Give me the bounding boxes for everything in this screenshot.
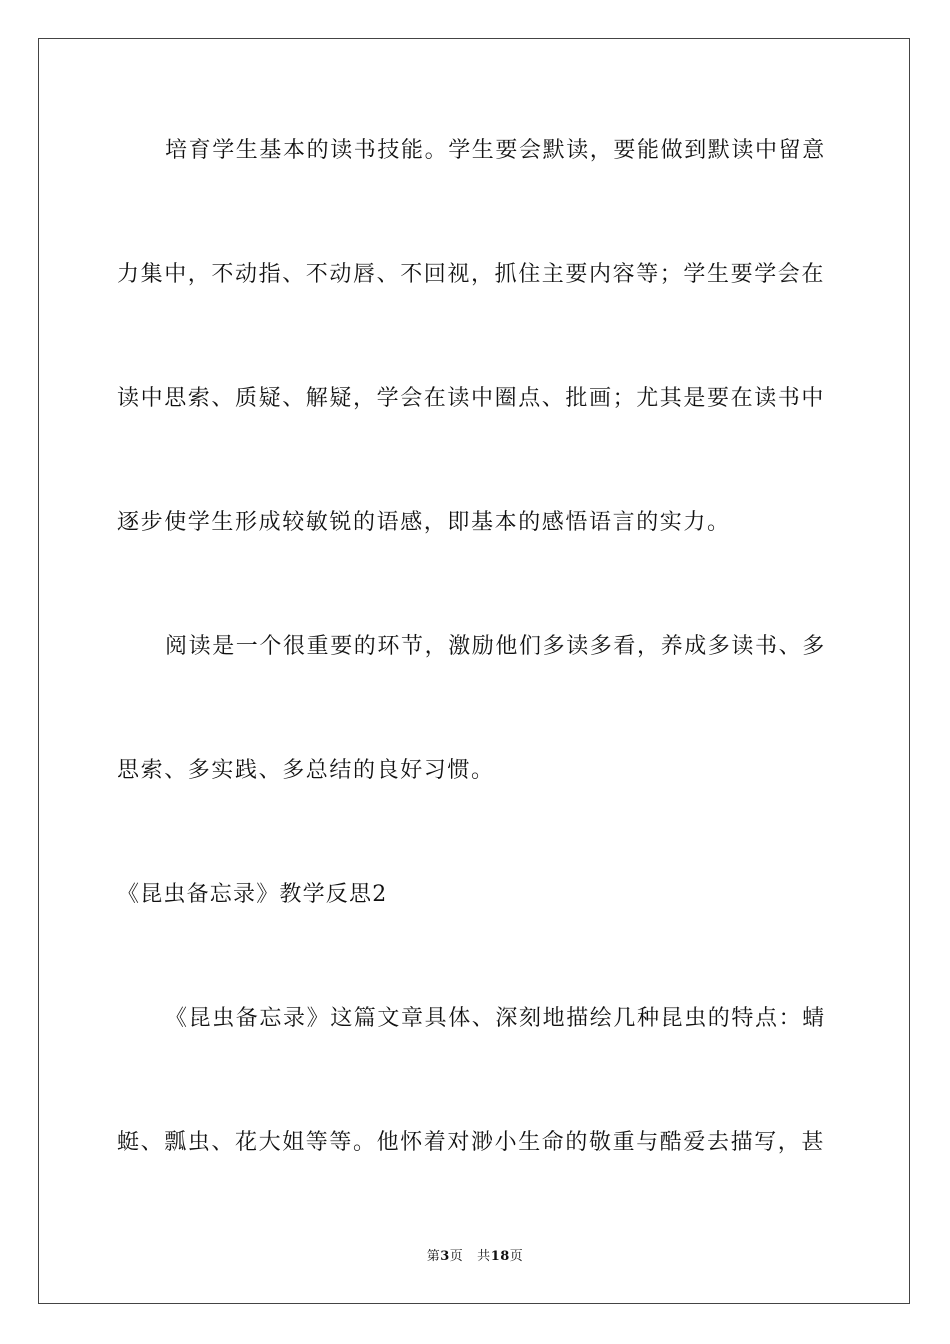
paragraph-3-line-2: 蜓、瓢虫、花大姐等等。他怀着对渺小生命的敬重与酷爱去描写，甚 [117,1130,826,1155]
page-footer [0,1248,950,1266]
paragraph-1-line-1: 培育学生基本的读书技能。学生要会默读，要能做到默读中留意 [165,138,826,163]
paragraph-3-line-1: 《昆虫备忘录》这篇文章具体、深刻地描绘几种昆虫的特点：蜻 [165,1006,826,1031]
total-suffix: 页 [509,1249,524,1264]
page-suffix: 页 [449,1249,464,1264]
total-pages: 18 [490,1249,510,1264]
paragraph-1-line-2: 力集中，不动指、不动唇、不回视，抓住主要内容等；学生要学会在 [117,262,826,287]
paragraph-2-line-2: 思索、多实践、多总结的良好习惯。 [117,758,495,783]
page-border [38,38,910,1304]
total-prefix: 共 [477,1249,491,1264]
page-number: 3 [440,1249,450,1264]
paragraph-1-line-3: 读中思索、质疑、解疑，学会在读中圈点、批画；尤其是要在读书中 [117,386,826,411]
paragraph-2-line-1: 阅读是一个很重要的环节，激励他们多读多看，养成多读书、多 [165,634,826,659]
paragraph-1-line-4: 逐步使学生形成较敏锐的语感，即基本的感悟语言的实力。 [117,510,731,535]
section-heading: 《昆虫备忘录》教学反思2 [117,882,388,907]
page-prefix: 第 [426,1249,441,1264]
